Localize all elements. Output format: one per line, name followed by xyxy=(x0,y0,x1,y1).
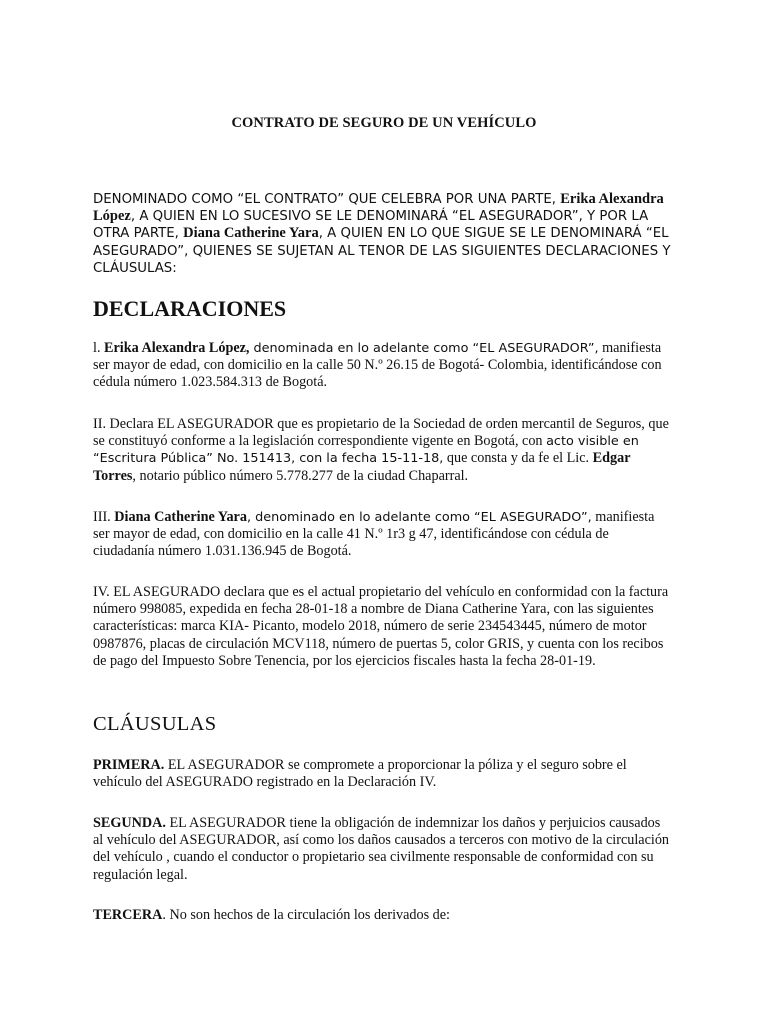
declaration-1-role: denominada en lo adelante como “EL ASEGURADOR”, xyxy=(249,341,599,356)
declaration-2-deed: acto visible en “Escritura Pública” No. 151413, con la fecha 15-11-18, xyxy=(93,434,639,467)
declaration-3-role: , denominado en lo adelante como “EL ASEGURADO”, xyxy=(246,510,592,525)
declaration-1 xyxy=(93,340,673,392)
clause-2 xyxy=(93,815,673,884)
clauses-heading: CLÁUSULAS xyxy=(93,713,217,735)
declaration-2-text-3: , notario público número 5.778.277 de la ciudad Chaparral. xyxy=(132,467,469,484)
declaration-2-text-1: II. Declara EL ASEGURADOR que es propietario de la Sociedad de orden mercantil de Seguros, que se constituyó conforme a la legislación correspondiente vigente en Bogotá, con xyxy=(93,416,669,450)
declaration-3-name: Diana Catherine Yara xyxy=(114,509,247,525)
declaration-2 xyxy=(93,416,673,485)
clause-3-label: TERCERA xyxy=(93,907,163,923)
declaration-1-name: Erika Alexandra López, xyxy=(104,340,250,356)
declaration-2-text-2: que consta y da fe el Lic. xyxy=(443,450,593,467)
intro-text-3: , A QUIEN EN LO QUE SIGUE SE LE DENOMINARÁ “EL ASEGURADO”, QUIENES SE SUJETAN AL TENOR DE LAS SIGUIENTES DECLARACIONES Y CLÁUSULAS: xyxy=(93,226,671,276)
insured-name: Diana Catherine Yara xyxy=(183,225,319,242)
declaration-3-text: manifiesta ser mayor de edad, con domicilio en la calle 41 N.º 1r3 g 47, identificándose con cédula de ciudadanía número 1.031.136.945 de Bogotá. xyxy=(93,509,655,560)
intro-text-2: , A QUIEN EN LO SUCESIVO SE LE DENOMINARÁ “EL ASEGURADOR”, Y POR LA OTRA PARTE, xyxy=(93,209,649,242)
clause-2-text: EL ASEGURADOR tiene la obligación de indemnizar los daños y perjuicios causados al vehículo del ASEGURADOR, así como los daños causados a terceros con motivo de la circulación del vehículo , cuando el conductor o propietario sea civilmente responsable de conformidad con su regulación legal. xyxy=(93,815,670,883)
declaration-3-number: III. xyxy=(93,509,115,525)
intro-paragraph xyxy=(93,191,673,277)
declaration-1-number: l. xyxy=(93,340,105,356)
clause-1 xyxy=(93,757,673,791)
intro-text-1: DENOMINADO COMO “EL CONTRATO” QUE CELEBRA POR UNA PARTE, xyxy=(93,192,561,207)
declaration-1-text: manifiesta ser mayor de edad, con domicilio en la calle 50 N.º 26.15 de Bogotá- Colombia, identificándose con cédula número 1.023.584.313 de Bogotá. xyxy=(93,340,662,391)
clause-1-text: EL ASEGURADOR se compromete a proporcionar la póliza y el seguro sobre el vehículo del ASEGURADO registrado en la Declaración IV. xyxy=(93,757,627,791)
declaration-4: IV. EL ASEGURADO declara que es el actual propietario del vehículo en conformidad con la factura número 998085, expedida en fecha 28-01-18 a nombre de Diana Catherine Yara, con las siguientes características: marca KIA- Picanto, modelo 2018, número de serie 234543445, número de motor 0987876, placas de circulación MCV118, número de puertas 5, color GRIS, y cuenta con los recibos de pago del Impuesto Sobre Tenencia, por los ejercicios fiscales hasta la fecha 28-01-19. xyxy=(93,584,669,669)
clause-1-label: PRIMERA. xyxy=(93,757,165,773)
insurer-name: Erika Alexandra López xyxy=(93,191,664,225)
document-title: CONTRATO DE SEGURO DE UN VEHÍCULO xyxy=(231,115,537,131)
clause-3-text: . No son hechos de la circulación los derivados de: xyxy=(162,907,450,923)
clause-3 xyxy=(93,907,673,924)
declaration-3 xyxy=(93,509,673,561)
declarations-heading: DECLARACIONES xyxy=(93,296,287,321)
notary-name: Edgar Torres xyxy=(93,450,631,484)
clause-2-label: SEGUNDA. xyxy=(93,815,166,831)
